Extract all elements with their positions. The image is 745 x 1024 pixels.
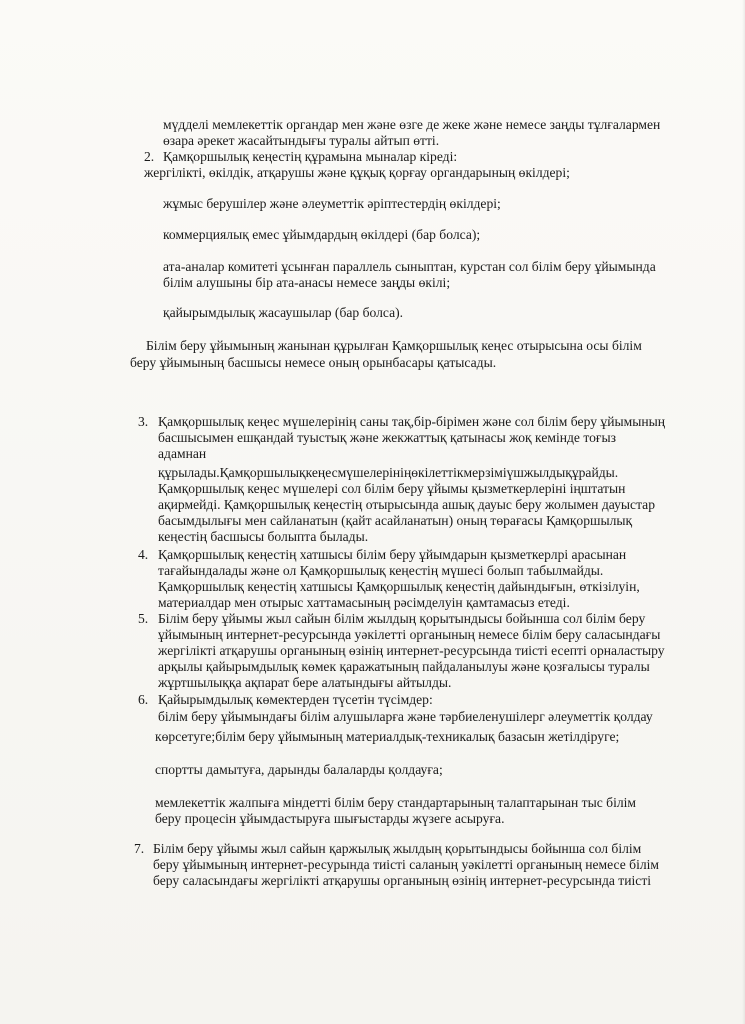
text-line: ата-аналар комитеті ұсынған параллель сыныптан, курстан сол білім беру ұйымында (163, 259, 656, 274)
text-line: Қайырымдылық көмектерден түсетін түсімдер: (158, 692, 433, 707)
text-line: жергілікті, өкілдік, атқарушы және құқық қорғау органдарының өкілдері; (144, 165, 570, 180)
list-number: 2. (144, 149, 155, 164)
text-line: жергілікті атқарушы органының өзінің интернет-ресурсында тиісті есепті орналастыру (158, 643, 665, 658)
list-number: 6. (138, 692, 149, 707)
text-line: көрсетуге;білім беру ұйымының материалдық-техникалық базасын жетілдіруге; (155, 729, 620, 744)
text-line: тағайындалады және ол Қамқоршылық кеңестің мүшесі болып табылмайды. (158, 563, 604, 578)
text-line: адамнан (158, 446, 207, 461)
text-line: мемлекеттік жалпыға міндетті білім беру стандартарының талаптарынан тыс білім (155, 795, 637, 810)
text-line: коммерциялық емес ұйымдардың өкілдері (бар болса); (163, 227, 481, 242)
text-line: білім беру ұйымындағы білім алушыларға және тәрбиеленушілерг әлеуметтік қолдау (158, 709, 653, 724)
text-line: басшысымен ешқандай туыстық және жекжаттық қатынасы жоқ кемінде тоғыз (158, 430, 616, 445)
text-line: Қамқоршылық кеңестің хатшысы Қамқоршылық кеңестің дайындығын, өткізілуін, (158, 579, 640, 594)
text-line: беру процесін ұйымдастыруға шығыстарды жүзеге асыруға. (155, 811, 505, 826)
text-line: жұртшылыққа ақпарат бере алатындығы айтылды. (158, 675, 452, 690)
list-number: 5. (138, 611, 149, 626)
text-line: өзара әрекет жасайтындығы туралы айтып өтті. (163, 133, 440, 148)
list-number: 7. (134, 841, 145, 856)
text-line: беру саласындағы жергілікті атқарушы органының өзінің интернет-ресурсында тиісті (153, 873, 652, 888)
text-line: беру ұйымының басшысы немесе оның орынбасары қатысады. (130, 355, 497, 370)
text-line: Қамқоршылық кеңестің хатшысы білім беру ұйымдарын қызметкерлрі арасынан (158, 547, 627, 562)
text-line: Білім беру ұйымы жыл сайын қаржылық жылдың қорытындысы бойынша сол білім (153, 841, 642, 856)
text-line: Білім беру ұйымының жанынан құрылған Қамқоршылық кеңес отырысына осы білім (146, 338, 642, 353)
text-line: материалдар мен отырыс хаттамасының рәсімделуін қамтамасыз етеді. (158, 595, 570, 610)
text-line: ұйымының интернет-ресурсында уәкілетті органының немесе білім беру саласындағы (158, 627, 661, 642)
text-line: Білім беру ұйымы жыл сайын білім жылдың қорытындысы бойынша сол білім беру (158, 611, 646, 626)
text-line: мүдделі мемлекеттік органдар мен және өзге де жеке және немесе заңды тұлғалармен (163, 117, 661, 132)
text-line: спортты дамытуға, дарынды балаларды қолдауға; (155, 762, 443, 777)
text-line: беру ұйымының интернет-ресурында тиісті саланың уәкілетті органының немесе білім (153, 857, 660, 872)
text-line: Қамқоршылық кеңес мүшелерінің саны тақ,бір-бірімен және сол білім беру ұйымының (158, 414, 666, 429)
text-line: білім алушыны бір ата-анасы немесе заңды өкілі; (163, 275, 451, 290)
text-line: ақирмейді. Қамқоршылық кеңестің отырысында ашық дауыс беру жолымен дауыстар (158, 497, 656, 512)
text-line: басымдылығы мен сайланатын (қайт асайланатын) оның төрағасы Қамқоршылық (158, 513, 633, 528)
text-line: жұмыс берушілер және әлеуметтік әріптестердің өкілдері; (163, 196, 501, 211)
text-line: кеңестің басшысы болыпта былады. (158, 529, 369, 544)
list-number: 4. (138, 547, 149, 562)
text-line: қайырымдылық жасаушылар (бар болса). (163, 305, 404, 320)
text-line: құрылады.Қамқоршылықкеңесмүшелерініңөкілеттікмерзіміүшжылдықұрайды. (158, 465, 619, 480)
text-line: Қамқоршылық кеңестің құрамына мыналар кіреді: (163, 149, 458, 164)
text-line: Қамқоршылық кеңес мүшелері сол білім беру ұйымы қызметкерлеріні іңштатын (158, 481, 626, 496)
list-number: 3. (138, 414, 149, 429)
text-line: арқылы қайырымдылық көмек қаражатының пайдаланылуы және қозғалысы туралы (158, 659, 650, 674)
